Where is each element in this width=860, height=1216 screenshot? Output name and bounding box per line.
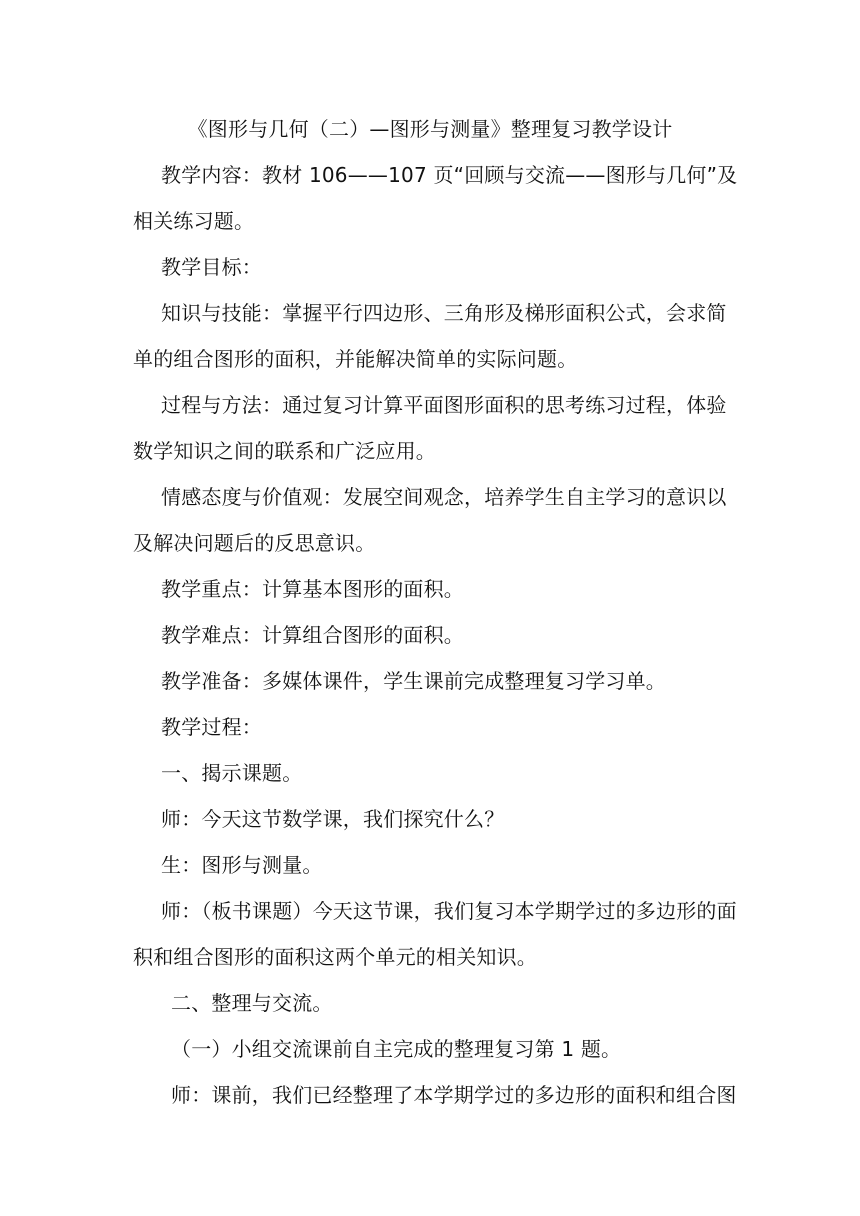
paragraph-line: 单的组合图形的面积，并能解决简单的实际问题。	[133, 347, 578, 371]
paragraph-line: 教学准备：多媒体课件，学生课前完成整理复习学习单。	[161, 669, 666, 693]
dialogue-line: 师：（板书课题）今天这节课，我们复习本学期学过的多边形的面	[161, 899, 737, 923]
section-heading: 一、揭示课题。	[161, 761, 303, 785]
dialogue-line: 生：图形与测量。	[161, 853, 323, 877]
dialogue-line: 积和组合图形的面积这两个单元的相关知识。	[133, 945, 537, 969]
paragraph-line: 教学内容：教材 106——107 页“回顾与交流——图形与几何”及	[161, 163, 738, 187]
section-heading: 二、整理与交流。	[171, 991, 333, 1015]
dialogue-line: 师：今天这节数学课，我们探究什么？	[161, 807, 505, 831]
subsection-heading: （一）小组交流课前自主完成的整理复习第 1 题。	[171, 1037, 622, 1061]
paragraph-line: 知识与技能：掌握平行四边形、三角形及梯形面积公式，会求简	[161, 301, 727, 325]
paragraph-line: 相关练习题。	[133, 209, 255, 233]
dialogue-line: 师：课前，我们已经整理了本学期学过的多边形的面积和组合图	[171, 1083, 737, 1107]
section-heading: 教学目标：	[161, 255, 262, 279]
section-heading: 教学过程：	[161, 715, 262, 739]
paragraph-line: 教学难点：计算组合图形的面积。	[161, 623, 464, 647]
document-title: 《图形与几何（二）—图形与测量》整理复习教学设计	[187, 117, 673, 141]
paragraph-line: 教学重点：计算基本图形的面积。	[161, 577, 464, 601]
paragraph-line: 数学知识之间的联系和广泛应用。	[133, 439, 436, 463]
paragraph-line: 过程与方法：通过复习计算平面图形面积的思考练习过程，体验	[161, 393, 727, 417]
paragraph-line: 及解决问题后的反思意识。	[133, 531, 376, 555]
paragraph-line: 情感态度与价值观：发展空间观念，培养学生自主学习的意识以	[161, 485, 727, 509]
